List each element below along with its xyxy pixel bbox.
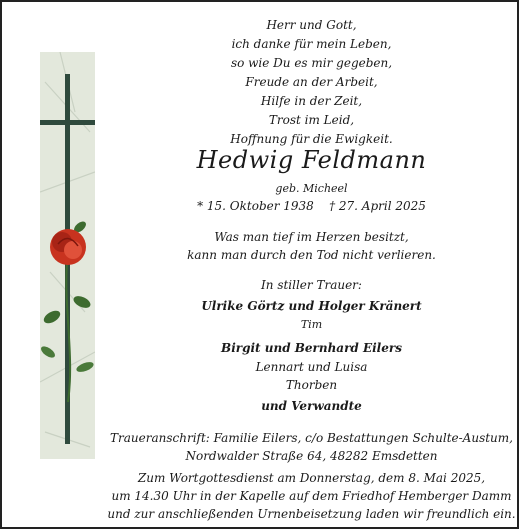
mourner-grandchild: Thorben	[285, 378, 338, 392]
poem-line: ich danke für mein Leben,	[231, 37, 392, 51]
mourner-family-2: Birgit und Bernhard Eilers	[221, 341, 402, 355]
mourning-intro: In stiller Trauer:	[261, 278, 362, 292]
poem-line: Hilfe in der Zeit,	[260, 94, 363, 108]
quote-line: Was man tief im Herzen besitzt,	[214, 230, 409, 244]
birth-name: geb. Micheel	[275, 182, 348, 195]
life-dates: * 15. Oktober 1938 † 27. April 2025	[197, 199, 426, 213]
mourner-relatives: und Verwandte	[261, 399, 362, 413]
mourner-children: Lennart und Luisa	[255, 360, 368, 374]
poem-line: so wie Du es mir gegeben,	[230, 56, 393, 70]
quote-line: kann man durch den Tod nicht verlieren.	[187, 248, 436, 262]
address-line: Traueranschrift: Familie Eilers, c/o Bestattungen Schulte-Austum,	[110, 431, 513, 445]
service-line: Zum Wortgottesdienst am Donnerstag, dem 8. Mai 2025,	[137, 471, 486, 485]
cross-with-rose-illustration	[40, 52, 95, 459]
service-line: und zur anschließenden Urnenbeisetzung laden wir freundlich ein.	[107, 507, 516, 521]
rose-bloom	[50, 229, 86, 265]
service-line: um 14.30 Uhr in der Kapelle auf dem Friedhof Hemberger Damm	[111, 489, 512, 503]
mourner-child: Tim	[300, 318, 323, 331]
cross-horizontal-beam	[40, 120, 95, 125]
poem-line: Freude an der Arbeit,	[245, 75, 378, 89]
poem-line: Hoffnung für die Ewigkeit.	[230, 132, 393, 146]
poem-line: Trost im Leid,	[268, 113, 355, 127]
deceased-name: Hedwig Feldmann	[196, 146, 427, 174]
mourner-family-1: Ulrike Görtz und Holger Kränert	[201, 299, 422, 313]
address-line: Nordwalder Straße 64, 48282 Emsdetten	[185, 449, 438, 463]
poem-line: Herr und Gott,	[266, 18, 357, 32]
